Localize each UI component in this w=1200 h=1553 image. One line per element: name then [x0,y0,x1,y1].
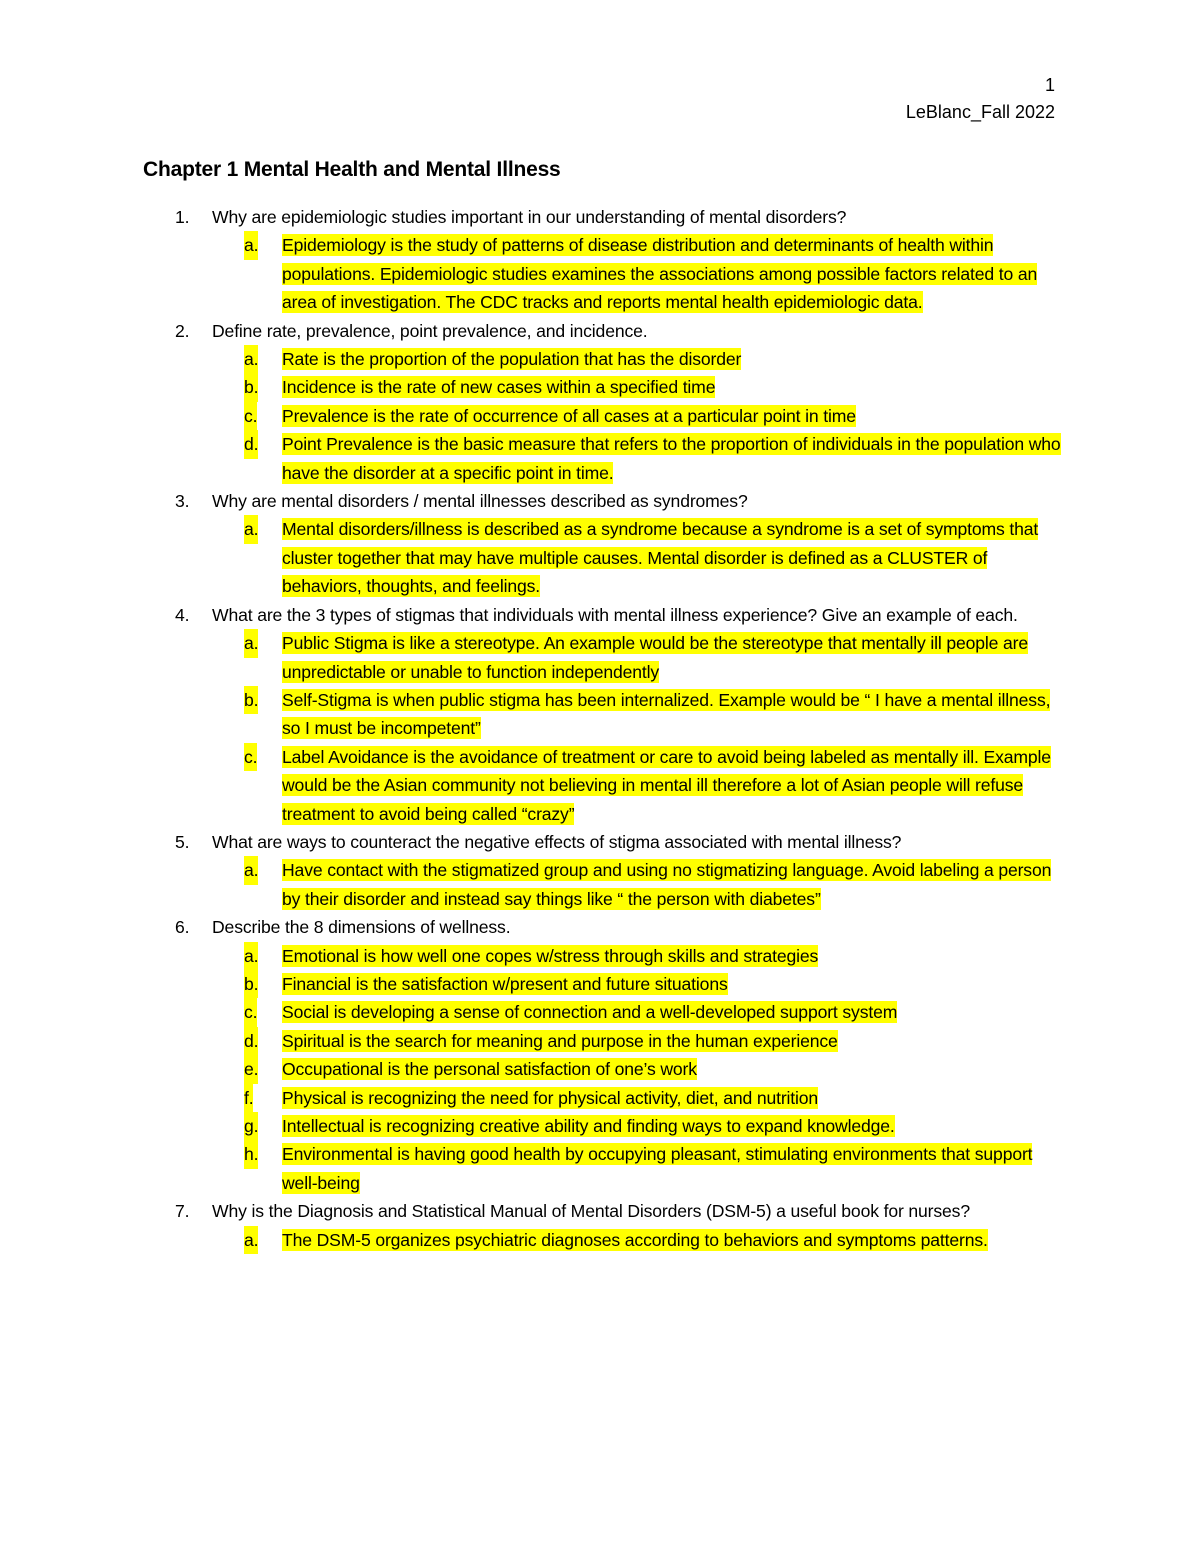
question-item [143,1197,1063,1254]
answer-list [212,856,1063,913]
answer-item [212,1055,1063,1083]
answer-text: Occupational is the personal satisfaction of one’s work [282,1059,697,1080]
answer-list [212,515,1063,600]
question-text: Why are epidemiologic studies important in our understanding of mental disorders? [212,207,847,227]
answer-text: Label Avoidance is the avoidance of treatment or care to avoid being labeled as mentally ill. Example would be the Asian community not believing in mental ill therefore a lot of Asian people will refuse treatment to avoid being called “crazy” [282,746,1051,824]
answer-item [212,402,1063,430]
answer-item [212,686,1063,743]
question-text: Why is the Diagnosis and Statistical Manual of Mental Disorders (DSM-5) a useful book for nurses? [212,1201,970,1222]
question-text: What are the 3 types of stigmas that individuals with mental illness experience? Give an example of each. [212,604,1018,625]
answer-label: a. [244,942,258,970]
answer-text: Point Prevalence is the basic measure that refers to the proportion of individuals in the population who have the disorder at a specific point in time. [282,434,1061,483]
answer-text: Social is developing a sense of connection and a well-developed support system [282,1002,898,1023]
answer-label: a. [244,1226,258,1254]
question-text: What are ways to counteract the negative effects of stigma associated with mental illness? [212,831,902,852]
answer-text: Spiritual is the search for meaning and purpose in the human experience [282,1030,838,1051]
answer-label: d. [244,1027,258,1055]
header-author: LeBlanc_Fall 2022 [905,102,1055,122]
answer-item [212,1140,1063,1197]
answer-text: Intellectual is recognizing creative ability and finding ways to expand knowledge. [282,1116,895,1136]
question-number: 4. [175,604,190,625]
answer-label: a. [244,515,258,543]
answer-list [212,345,1063,487]
answer-label: c. [244,402,257,430]
answer-item [212,629,1063,686]
answer-text: Physical is recognizing the need for physical activity, diet, and nutrition [282,1087,819,1108]
answer-list [212,231,1063,316]
answer-label: a. [244,231,258,259]
answer-text: Prevalence is the rate of occurrence of all cases at a particular point in time [282,405,856,426]
answer-item [212,998,1063,1026]
answer-label: g. [244,1112,258,1140]
answer-item [212,373,1063,401]
answer-item [212,970,1063,998]
answer-label: a. [244,345,258,373]
question-item [143,601,1063,828]
answer-item [212,1112,1063,1140]
page-title: Chapter 1 Mental Health and Mental Illness [143,158,561,181]
page-number: 1 [1044,75,1055,95]
question-number: 6. [175,917,190,938]
answer-item [212,856,1063,913]
answer-label: b. [244,686,258,714]
answer-text: The DSM-5 organizes psychiatric diagnoses according to behaviors and symptoms patterns. [282,1229,988,1250]
question-number: 1. [175,207,190,227]
question-list [143,203,1063,1254]
answer-text: Public Stigma is like a stereotype. An example would be the stereotype that mentally ill people are unpredictable or unable to function independently [282,633,1029,682]
question-item [143,913,1063,1197]
answer-text: Incidence is the rate of new cases within a specified time [282,377,716,398]
question-number: 7. [175,1201,190,1222]
answer-text: Mental disorders/illness is described as a syndrome because a syndrome is a set of symptoms that cluster together that may have multiple causes. Mental disorder is defined as a CLUSTER of behaviors, thoughts, and feelings. [282,519,1039,597]
answer-label: b. [244,970,258,998]
answer-item [212,1027,1063,1055]
answer-item [212,430,1063,487]
answer-list [212,1226,1063,1254]
question-text: Define rate, prevalence, point prevalence, and incidence. [212,320,648,341]
answer-item [212,231,1063,316]
question-item [143,487,1063,601]
answer-label: d. [244,430,258,458]
answer-text: Environmental is having good health by occupying pleasant, stimulating environments that support well-being [282,1144,1033,1193]
answer-text: Self-Stigma is when public stigma has been internalized. Example would be “ I have a mental illness, so I must be incompetent” [282,689,1051,739]
question-number: 2. [175,320,190,341]
answer-item [212,1084,1063,1112]
answer-label: e. [244,1055,258,1083]
answer-label: c. [244,743,257,771]
answer-list [212,942,1063,1198]
answer-text: Rate is the proportion of the population that has the disorder [282,349,742,370]
answer-label: a. [244,856,258,884]
answer-label: h. [244,1140,258,1168]
answer-label: c. [244,998,257,1026]
question-text: Describe the 8 dimensions of wellness. [212,917,511,938]
answer-label: f. [244,1084,253,1112]
question-item [143,317,1063,487]
answer-item [212,515,1063,600]
answer-item [212,1226,1063,1254]
answer-item [212,345,1063,373]
question-text: Why are mental disorders / mental illnesses described as syndromes? [212,491,748,512]
question-item [143,203,1063,317]
answer-list [212,629,1063,828]
question-number: 3. [175,491,190,512]
answer-text: Have contact with the stigmatized group and using no stigmatizing language. Avoid labeling a person by their disorder and instead say things like “ the person with diabetes” [282,860,1052,909]
answer-item [212,743,1063,828]
question-item [143,828,1063,913]
answer-label: a. [244,629,258,657]
answer-text: Financial is the satisfaction w/present and future situations [282,973,728,994]
question-number: 5. [175,831,190,852]
answer-item [212,942,1063,970]
answer-text: Epidemiology is the study of patterns of disease distribution and determinants of health within populations. Epidemiologic studies examines the associations among possible factors related to an area of investigation. The CDC tracks and reports mental health epidemiologic data. [282,235,1038,313]
answer-label: b. [244,373,258,401]
answer-text: Emotional is how well one copes w/stress through skills and strategies [282,945,819,966]
